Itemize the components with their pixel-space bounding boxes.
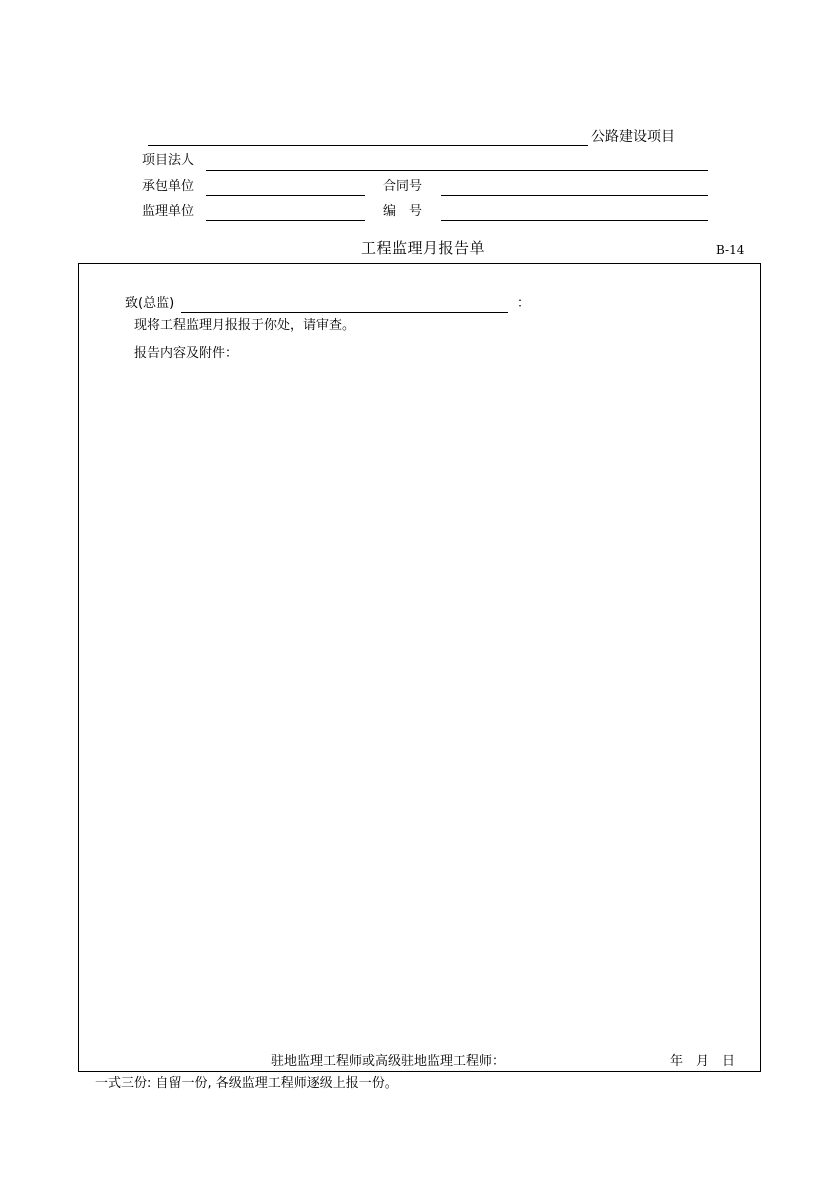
to-label: 致(总监) — [125, 296, 175, 311]
project-name-underline — [148, 145, 588, 146]
contract-no-label: 合同号 — [383, 179, 423, 194]
form-code: B-14 — [716, 243, 745, 257]
legal-person-label: 项目法人 — [142, 153, 195, 168]
form-title: 工程监理月报告单 — [361, 239, 486, 257]
number-label: 编 号 — [383, 204, 423, 219]
to-colon: ： — [517, 296, 531, 311]
supervisor-label: 监理单位 — [142, 204, 195, 219]
contractor-label: 承包单位 — [142, 179, 195, 194]
contract-no-field[interactable] — [441, 195, 708, 196]
copies-note: 一式三份: 自留一份, 各级监理工程师逐级上报一份。 — [95, 1076, 398, 1091]
contents-label: 报告内容及附件： — [134, 346, 239, 361]
chief-supervisor-field[interactable] — [181, 312, 508, 313]
body-line: 现将工程监理月报报于你处，请审查。 — [134, 318, 356, 333]
report-content-area[interactable] — [100, 370, 740, 1040]
number-field[interactable] — [441, 220, 708, 221]
legal-person-field[interactable] — [206, 170, 708, 171]
supervisor-field[interactable] — [206, 220, 365, 221]
project-suffix: 公路建设项目 — [591, 129, 675, 145]
date-label: 年 月 日 — [670, 1054, 736, 1069]
contractor-field[interactable] — [206, 195, 365, 196]
signer-label: 驻地监理工程师或高级驻地监理工程师： — [271, 1054, 506, 1069]
